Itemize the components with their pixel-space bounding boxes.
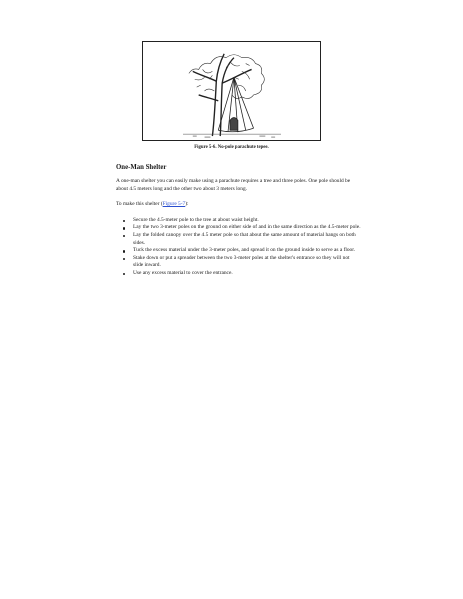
figure-illustration bbox=[142, 41, 321, 141]
parachute-tepee bbox=[218, 77, 253, 132]
list-item: Tuck the excess material under the 3-meter poles, and spread it on the ground inside to serve as a floor. bbox=[133, 247, 361, 255]
tepee-illustration bbox=[143, 42, 320, 140]
tree-foliage bbox=[189, 55, 264, 99]
document-body bbox=[116, 164, 361, 278]
list-item: Use any excess material to cover the entrance. bbox=[133, 270, 361, 278]
list-item: Lay the two 3-meter poles on the ground on either side of and in the same direction as the 4.5-meter pole. bbox=[133, 224, 361, 231]
list-item: Secure the 4.5-meter pole to the tree at about waist height. bbox=[133, 217, 361, 225]
figure-caption: Figure 5-6. No-pole parachute tepee. bbox=[194, 145, 269, 150]
instructions-suffix: ): bbox=[185, 201, 189, 208]
figure-link[interactable]: Figure 5-7 bbox=[162, 201, 186, 208]
section-heading: One-Man Shelter bbox=[116, 164, 167, 171]
ground bbox=[183, 134, 281, 137]
list-item: Lay the folded canopy over the 4.5 meter pole so that about the same amount of material hangs on both sides. bbox=[133, 232, 361, 247]
instructions-prefix: To make this shelter ( bbox=[116, 201, 163, 208]
list-item: Stake down or put a spreader between the two 3-meter poles at the shelter's entrance so they will not slide inward. bbox=[133, 255, 361, 270]
instructions-paragraph bbox=[116, 201, 361, 209]
tree-trunk bbox=[193, 54, 252, 136]
steps-list bbox=[116, 217, 361, 278]
intro-paragraph: A one-man shelter you can easily make using a parachute requires a tree and three poles. One pole should be about 4.5 meters long and the other two about 3 meters long. bbox=[116, 178, 351, 192]
